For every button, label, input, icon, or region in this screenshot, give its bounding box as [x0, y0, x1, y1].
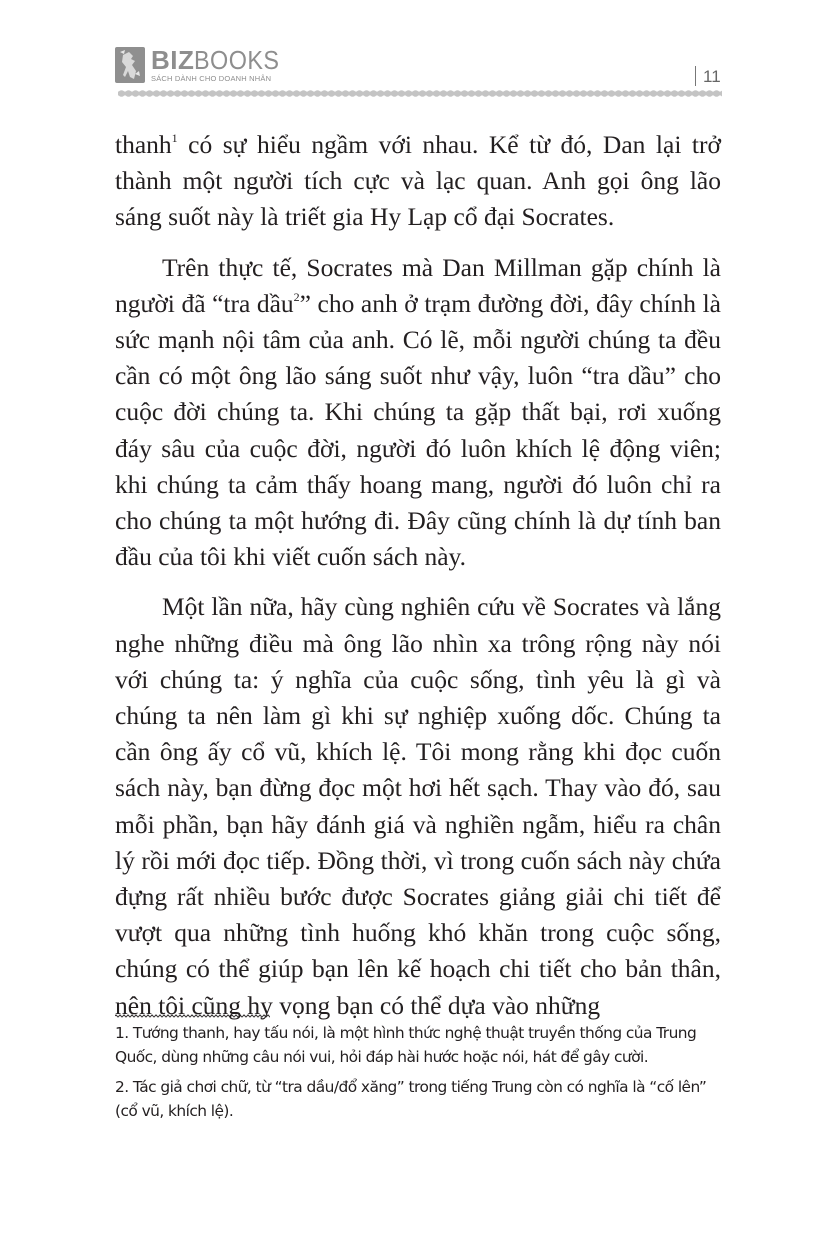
footnote-2: 2. Tác giả chơi chữ, từ “tra dầu/đổ xăng” trong tiếng Trung còn có nghĩa là “cố lên” (cổ vũ, khích lệ).	[115, 1078, 707, 1120]
brand-regular: BOOKS	[194, 45, 280, 75]
footnote-1: 1. Tướng thanh, hay tấu nói, là một hình thức nghệ thuật truyền thống của Trung Quốc, dùng những câu nói vui, hỏi đáp hài hước hoặc nói, hát để gây cười.	[115, 1024, 697, 1066]
brand-tagline: SÁCH DÀNH CHO DOANH NHÂN	[151, 74, 272, 83]
brand-bold: BIZ	[151, 45, 195, 75]
knight-silhouette-icon	[115, 47, 145, 83]
page-header	[0, 0, 839, 110]
footnote-ref-2[interactable]: 2	[293, 289, 300, 304]
paragraph: thanh$^1$ có sự hiểu ngầm với nhau. Kể từ đó, Dan lại trở thành một người tích cực và lạc quan. Anh gọi ông lão sáng suốt này là triết gia Hy Lạp cổ đại Socrates.	[115, 130, 721, 232]
page-number-value: 11	[703, 67, 721, 86]
paragraph: Một lần nữa, hãy cùng nghiên cứu về Socrates và lắng nghe những điều mà ông lão nhìn xa trông rộng này nói với chúng ta: ý nghĩa của cuộc sống, tình yêu là gì và chúng ta nên làm gì khi sự nghiệp xuống dốc. Chúng ta cần ông ấy cổ vũ, khích lệ. Tôi mong rằng khi đọc cuốn sách này, bạn đừng đọc một hơi hết sạch. Thay vào đó, sau mỗi phần, bạn hãy đánh giá và nghiền ngẫm, hiểu ra chân lý rồi mới đọc tiếp. Đồng thời, vì trong cuốn sách này chứa đựng rất nhiều bước được Socrates giảng giải chi tiết để vượt qua những tình huống khó khăn trong cuộc sống, chúng có thể giúp bạn lên kế hoạch chi tiết cho bản thân, nên tôi cũng hy vọng bạn có thể dựa vào những	[115, 592, 721, 1020]
paragraph: Trên thực tế, Socrates mà Dan Millman gặp chính là người đã “tra dầu$^2$” cho anh ở trạm đường đời, đây chính là sức mạnh nội tâm của anh. Có lẽ, mỗi người chúng ta đều cần có một ông lão sáng suốt như vậy, luôn “tra dầu” cho cuộc đời chúng ta. Khi chúng ta gặp thất bại, rơi xuống đáy sâu của cuộc đời, người đó luôn khích lệ động viên; khi chúng ta cảm thấy hoang mang, người đó luôn chỉ ra cho chúng ta một hướng đi. Đây cũng chính là dự tính ban đầu của tôi khi viết cuốn sách này.	[115, 252, 721, 572]
body-text	[115, 127, 721, 1038]
footnotes	[115, 1022, 721, 1130]
page-number-divider	[695, 66, 696, 86]
page-number	[695, 66, 721, 87]
brand-name	[151, 47, 289, 73]
bizbooks-logo	[115, 47, 289, 83]
footnote-ref-1[interactable]: 1	[171, 131, 178, 145]
footnote-separator	[115, 1012, 270, 1020]
header-dotted-rule	[118, 90, 722, 97]
